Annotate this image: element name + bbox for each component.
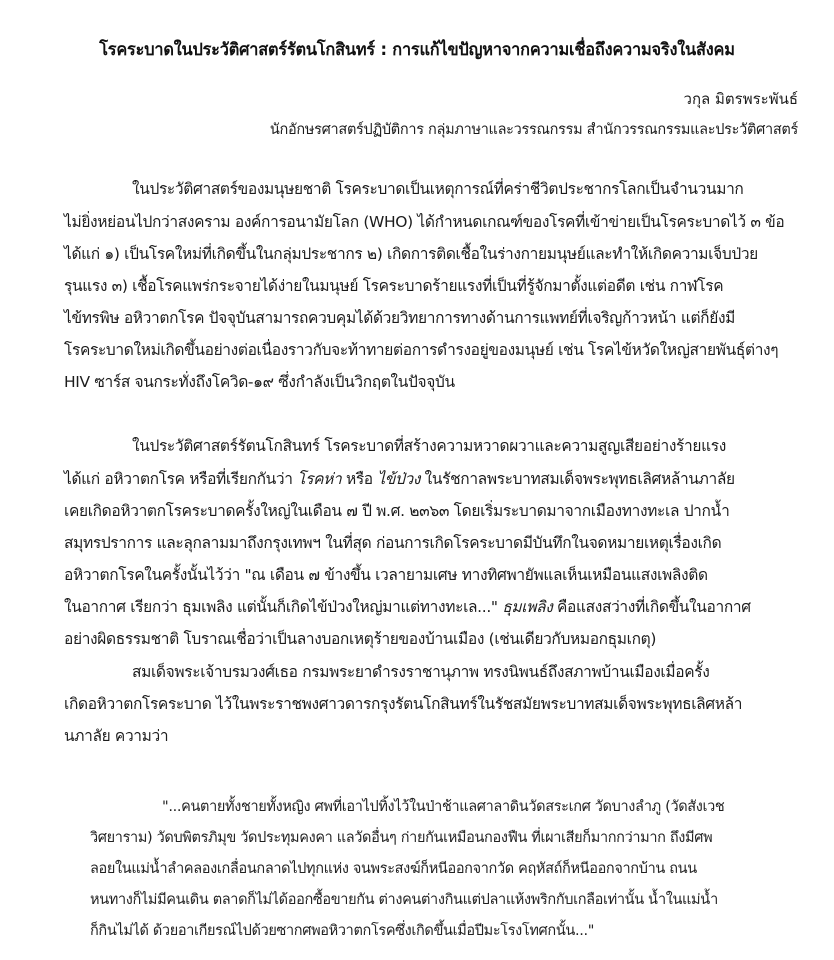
italic-term-thum-phloeng: ธุมเพลิง xyxy=(502,598,553,616)
article-title: โรคระบาดในประวัติศาสตร์รัตนโกสินทร์ : การแก้ไขปัญหาจากความเชื่อถึงความจริงในสังคม xyxy=(99,40,735,60)
quote-line-1: "...คนตายทั้งชายทั้งหญิง ศพที่เอาไปทิ้งไว้ในป่าช้าแลศาลาดินวัดสระเกศ วัดบางลำภู (วัดสังเวช xyxy=(162,799,725,815)
author-affiliation: นักอักษรศาสตร์ปฏิบัติการ กลุ่มภาษาและวรรณกรรม สำนักวรรณกรรมและประวัติศาสตร์ xyxy=(269,122,798,138)
paragraph-1-line-4: รุนแรง ๓) เชื้อโรคแพร่กระจายได้ง่ายในมนุษย์ โรคระบาดร้ายแรงที่เป็นที่รู้จักมาตั้งแต่อดีต เช่น กาฬโรค xyxy=(64,277,724,295)
paragraph-2-line-1: ในประวัติศาสตร์รัตนโกสินทร์ โรคระบาดที่สร้างความหวาดผวาและความสูญเสียอย่างร้ายแรง xyxy=(132,437,726,455)
paragraph-2-line-4: สมุทรปราการ และลุกลามมาถึงกรุงเทพฯ ในที่สุด ก่อนการเกิดโรคระบาดมีบันทึกในจดหมายเหตุเรื่องเกิด xyxy=(64,534,722,552)
paragraph-2-line-5: อหิวาตกโรคในครั้งนั้นไว้ว่า "ณ เดือน ๗ ข้างขึ้น เวลายามเศษ ทางทิศพายัพแลเห็นเหมือนแสงเพลิงติด xyxy=(64,566,708,584)
paragraph-1-line-6: โรคระบาดใหม่เกิดขึ้นอย่างต่อเนื่องราวกับจะท้าทายต่อการดำรงอยู่ของมนุษย์ เช่น โรคไข้หวัดใหญ่สายพันธุ์ต่างๆ xyxy=(64,341,779,359)
paragraph-2-line-2 xyxy=(64,466,735,491)
paragraph-1-line-1: ในประวัติศาสตร์ของมนุษยชาติ โรคระบาดเป็นเหตุการณ์ที่คร่าชีวิตประชากรโลกเป็นจำนวนมาก xyxy=(132,180,744,198)
paragraph-1-line-2: ไม่ยิ่งหย่อนไปกว่าสงคราม องค์การอนามัยโลก (WHO) ได้กำหนดเกณฑ์ของโรคที่เข้าข่ายเป็นโรคระบาดไว้ ๓ ข้อ xyxy=(64,213,785,231)
text-span: คือแสงสว่างที่เกิดขึ้นในอากาศ xyxy=(552,598,751,616)
italic-term-khai-puang: ไข้ป่วง xyxy=(377,470,421,488)
paragraph-1-line-7: HIV ซาร์ส จนกระทั่งถึงโควิด-๑๙ ซึ่งกำลังเป็นวิกฤตในปัจจุบัน xyxy=(64,373,455,391)
text-span: ได้แก่ อหิวาตกโรค หรือที่เรียกกันว่า xyxy=(64,470,298,488)
quote-line-5: ก็กินไม่ได้ ด้วยอาเกียรณ์ไปด้วยซากศพอหิวาตกโรคซึ่งเกิดขึ้นเมื่อปีมะโรงโทศกนั้น..." xyxy=(90,923,595,939)
text-span: ในรัชกาลพระบาทสมเด็จพระพุทธเลิศหล้านภาลัย xyxy=(420,470,735,488)
paragraph-3-line-2: เกิดอหิวาตกโรคระบาด ไว้ในพระราชพงศาวดารกรุงรัตนโกสินทร์ในรัชสมัยพระบาทสมเด็จพระพุทธเลิศหล้า xyxy=(64,695,743,713)
paragraph-1-line-5: ไข้ทรพิษ อหิวาตกโรค ปัจจุบันสามารถควบคุมได้ด้วยวิทยาการทางด้านการแพทย์ที่เจริญก้าวหน้า แต่ก็ยังมี xyxy=(64,309,736,327)
italic-term-rok-ha: โรคห่า xyxy=(297,470,342,488)
quote-line-2: วิศยาราม) วัดบพิตรภิมุข วัดประทุมคงคา แลวัดอื่นๆ ก่ายกันเหมือนกองฟืน ที่เผาเสียก็มากกว่ามาก ถึงมีศพ xyxy=(90,830,713,846)
author-name: วกุล มิตรพระพันธ์ xyxy=(683,90,798,108)
quote-line-3: ลอยในแม่น้ำลำคลองเกลื่อนกลาดไปทุกแห่ง จนพระสงฆ์ก็หนีออกจากวัด คฤหัสถ์ก็หนีออกจากบ้าน ถนน xyxy=(90,861,697,877)
text-span: ในอากาศ เรียกว่า ธุมเพลิง แต่นั้นก็เกิดไข้ป่วงใหญ่มาแต่ทางทะเล..." xyxy=(64,598,503,616)
paragraph-2-line-7: อย่างผิดธรรมชาติ โบราณเชื่อว่าเป็นลางบอกเหตุร้ายของบ้านเมือง (เช่นเดียวกับหมอกธุมเกตุ) xyxy=(64,630,657,648)
paragraph-3-line-1: สมเด็จพระเจ้าบรมวงศ์เธอ กรมพระยาดำรงราชานุภาพ ทรงนิพนธ์ถึงสภาพบ้านเมืองเมื่อครั้ง xyxy=(132,663,710,681)
paragraph-1-line-3: ได้แก่ ๑) เป็นโรคใหม่ที่เกิดขึ้นในกลุ่มประชากร ๒) เกิดการติดเชื้อในร่างกายมนุษย์และทำให้เกิดความเจ็บป่วย xyxy=(64,245,758,263)
text-span: หรือ xyxy=(341,470,378,488)
quote-line-4: หนทางก็ไม่มีคนเดิน ตลาดก็ไม่ได้ออกซื้อขายกัน ต่างคนต่างกินแต่ปลาแห้งพริกกับเกลือเท่านั้น น้ำในแม่น้ำ xyxy=(90,892,718,908)
paragraph-2-line-6 xyxy=(64,594,751,619)
paragraph-3-line-3: นภาลัย ความว่า xyxy=(64,727,169,745)
paragraph-2-line-3: เคยเกิดอหิวาตกโรคระบาดครั้งใหญ่ในเดือน ๗ ปี พ.ศ. ๒๓๖๓ โดยเริ่มระบาดมาจากเมืองทางทะเล ปากน้ำ xyxy=(64,502,730,520)
